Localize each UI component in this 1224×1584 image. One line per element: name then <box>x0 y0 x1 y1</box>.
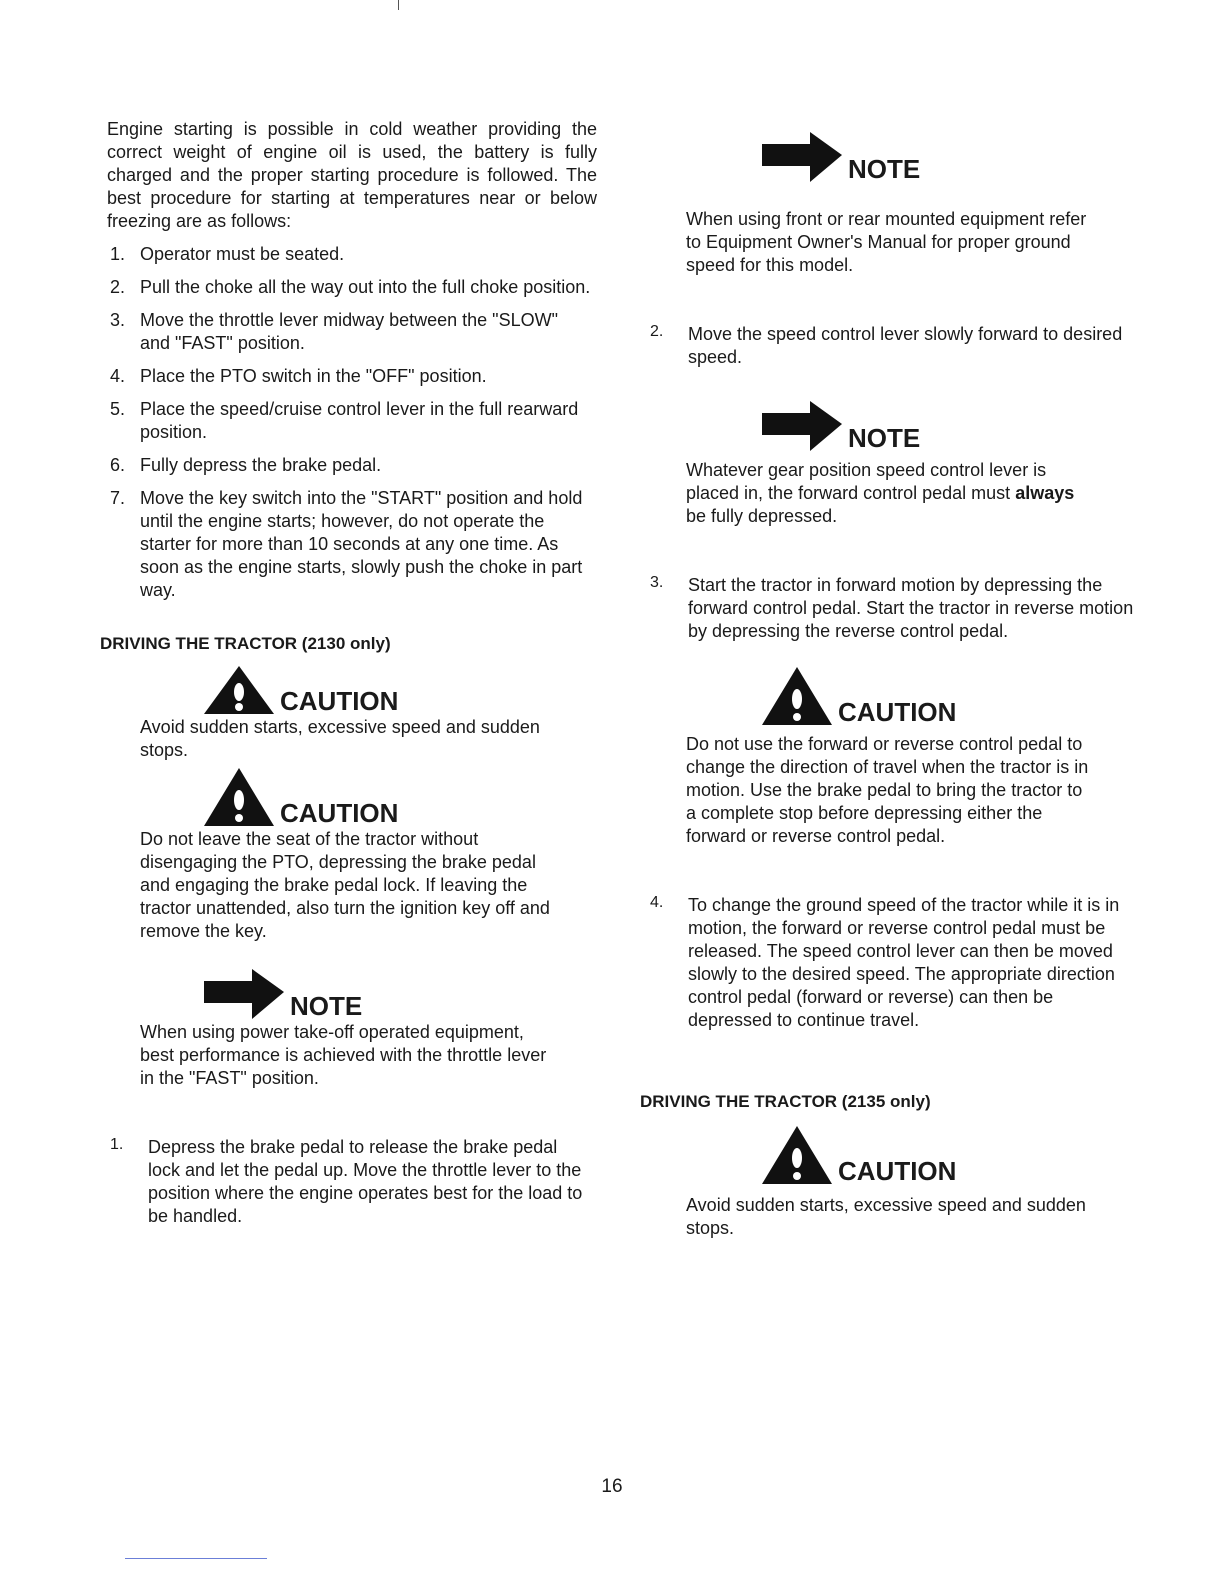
step-number: 3. <box>650 574 664 591</box>
list-item: 5. Place the speed/cruise control lever in the full rearward position. <box>110 399 579 442</box>
section-title-2130: DRIVING THE TRACTOR (2130 only) <box>100 634 391 653</box>
warning-icon <box>202 766 276 828</box>
note-callout <box>686 395 1140 528</box>
list-item: 4. Place the PTO switch in the "OFF" position. <box>110 366 487 386</box>
list-item: 1. Operator must be seated. <box>110 244 345 264</box>
footer-rule <box>125 1558 267 1559</box>
list-item: 6. Fully depress the brake pedal. <box>110 455 382 475</box>
list-item: 7. Move the key switch into the "START" position and hold until the engine starts; however, do not operate the starter for more than 10 seconds at any one time. As soon as the engine starts, slowly push the choke in part way. <box>110 488 583 600</box>
caution-callout <box>686 665 1140 848</box>
step-number: 2. <box>650 323 664 340</box>
warning-icon <box>760 665 834 727</box>
caution-callout <box>140 776 600 943</box>
arrow-right-icon <box>202 967 286 1021</box>
step-text: Move the speed control lever slowly forward to desired speed. <box>688 324 1123 367</box>
section-title-2135: DRIVING THE TRACTOR (2135 only) <box>640 1092 931 1111</box>
driving-step <box>100 1136 594 1228</box>
note-label: NOTE <box>848 154 921 184</box>
caution-callout <box>140 664 600 762</box>
note-callout <box>686 126 1140 277</box>
caution-text: Avoid sudden starts, excessive speed and sudden stops. <box>686 1195 1086 1238</box>
driving-step <box>640 574 1134 643</box>
arrow-right-icon <box>760 399 844 453</box>
left-column <box>100 118 600 1228</box>
caution-label: CAUTION <box>280 798 399 828</box>
list-item: 3. Move the throttle lever midway between the "SLOW" and "FAST" position. <box>110 310 558 353</box>
arrow-right-icon <box>760 130 844 184</box>
note-text: When using front or rear mounted equipment refer to Equipment Owner's Manual for proper ground speed for this model. <box>686 209 1087 275</box>
note-text: When using power take-off operated equipment, best performance is achieved with the throttle lever in the "FAST" position. <box>140 1022 547 1088</box>
warning-icon <box>202 664 276 716</box>
caution-text: Do not use the forward or reverse control pedal to change the direction of travel when the tractor is in motion. Use the brake pedal to bring the tractor to a complete stop before depressing either the forward or reverse control pedal. <box>686 734 1089 846</box>
caution-text: Do not leave the seat of the tractor without disengaging the PTO, depressing the brake pedal and engaging the brake pedal lock. If leaving the tractor unattended, also turn the ignition key off and remove the key. <box>140 829 550 941</box>
page-number: 16 <box>601 1476 623 1497</box>
right-column <box>640 118 1140 1240</box>
caution-callout <box>686 1124 1140 1240</box>
driving-step <box>640 894 1134 1032</box>
note-callout <box>140 963 600 1090</box>
step-number: 1. <box>110 1136 124 1153</box>
step-text: Depress the brake pedal to release the brake pedal lock and let the pedal up. Move the throttle lever to the position where the engine operates best for the load to be handled. <box>148 1137 583 1226</box>
note-text: Whatever gear position speed control lever is placed in, the forward control pedal must always be fully depressed. <box>686 460 1075 526</box>
caution-text: Avoid sudden starts, excessive speed and sudden stops. <box>140 717 540 760</box>
scan-mark <box>398 0 399 10</box>
note-label: NOTE <box>848 423 921 453</box>
caution-label: CAUTION <box>280 686 399 716</box>
step-text: Start the tractor in forward motion by depressing the forward control pedal. Start the tractor in reverse motion by depressing the reverse control pedal. <box>688 575 1134 641</box>
warning-icon <box>760 1124 834 1186</box>
caution-label: CAUTION <box>838 1156 957 1186</box>
caution-label: CAUTION <box>838 697 957 727</box>
driving-step <box>640 323 1134 369</box>
list-item: 2. Pull the choke all the way out into the full choke position. <box>110 277 591 297</box>
step-number: 4. <box>650 894 664 911</box>
step-text: To change the ground speed of the tractor while it is in motion, the forward or reverse control pedal must be released. The speed control lever can then be moved slowly to the desired speed. The appropriate direction control pedal (forward or reverse) can then be depressed to continue travel. <box>688 895 1120 1030</box>
starting-steps <box>100 243 600 602</box>
emphasis-text: always <box>1015 483 1075 503</box>
intro-paragraph: Engine starting is possible in cold weather providing the correct weight of engine oil is used, the battery is fully charged and the proper starting procedure is followed. The best procedure for starting at temperatures near or below freezing are as follows: <box>107 119 597 231</box>
note-label: NOTE <box>290 991 363 1021</box>
